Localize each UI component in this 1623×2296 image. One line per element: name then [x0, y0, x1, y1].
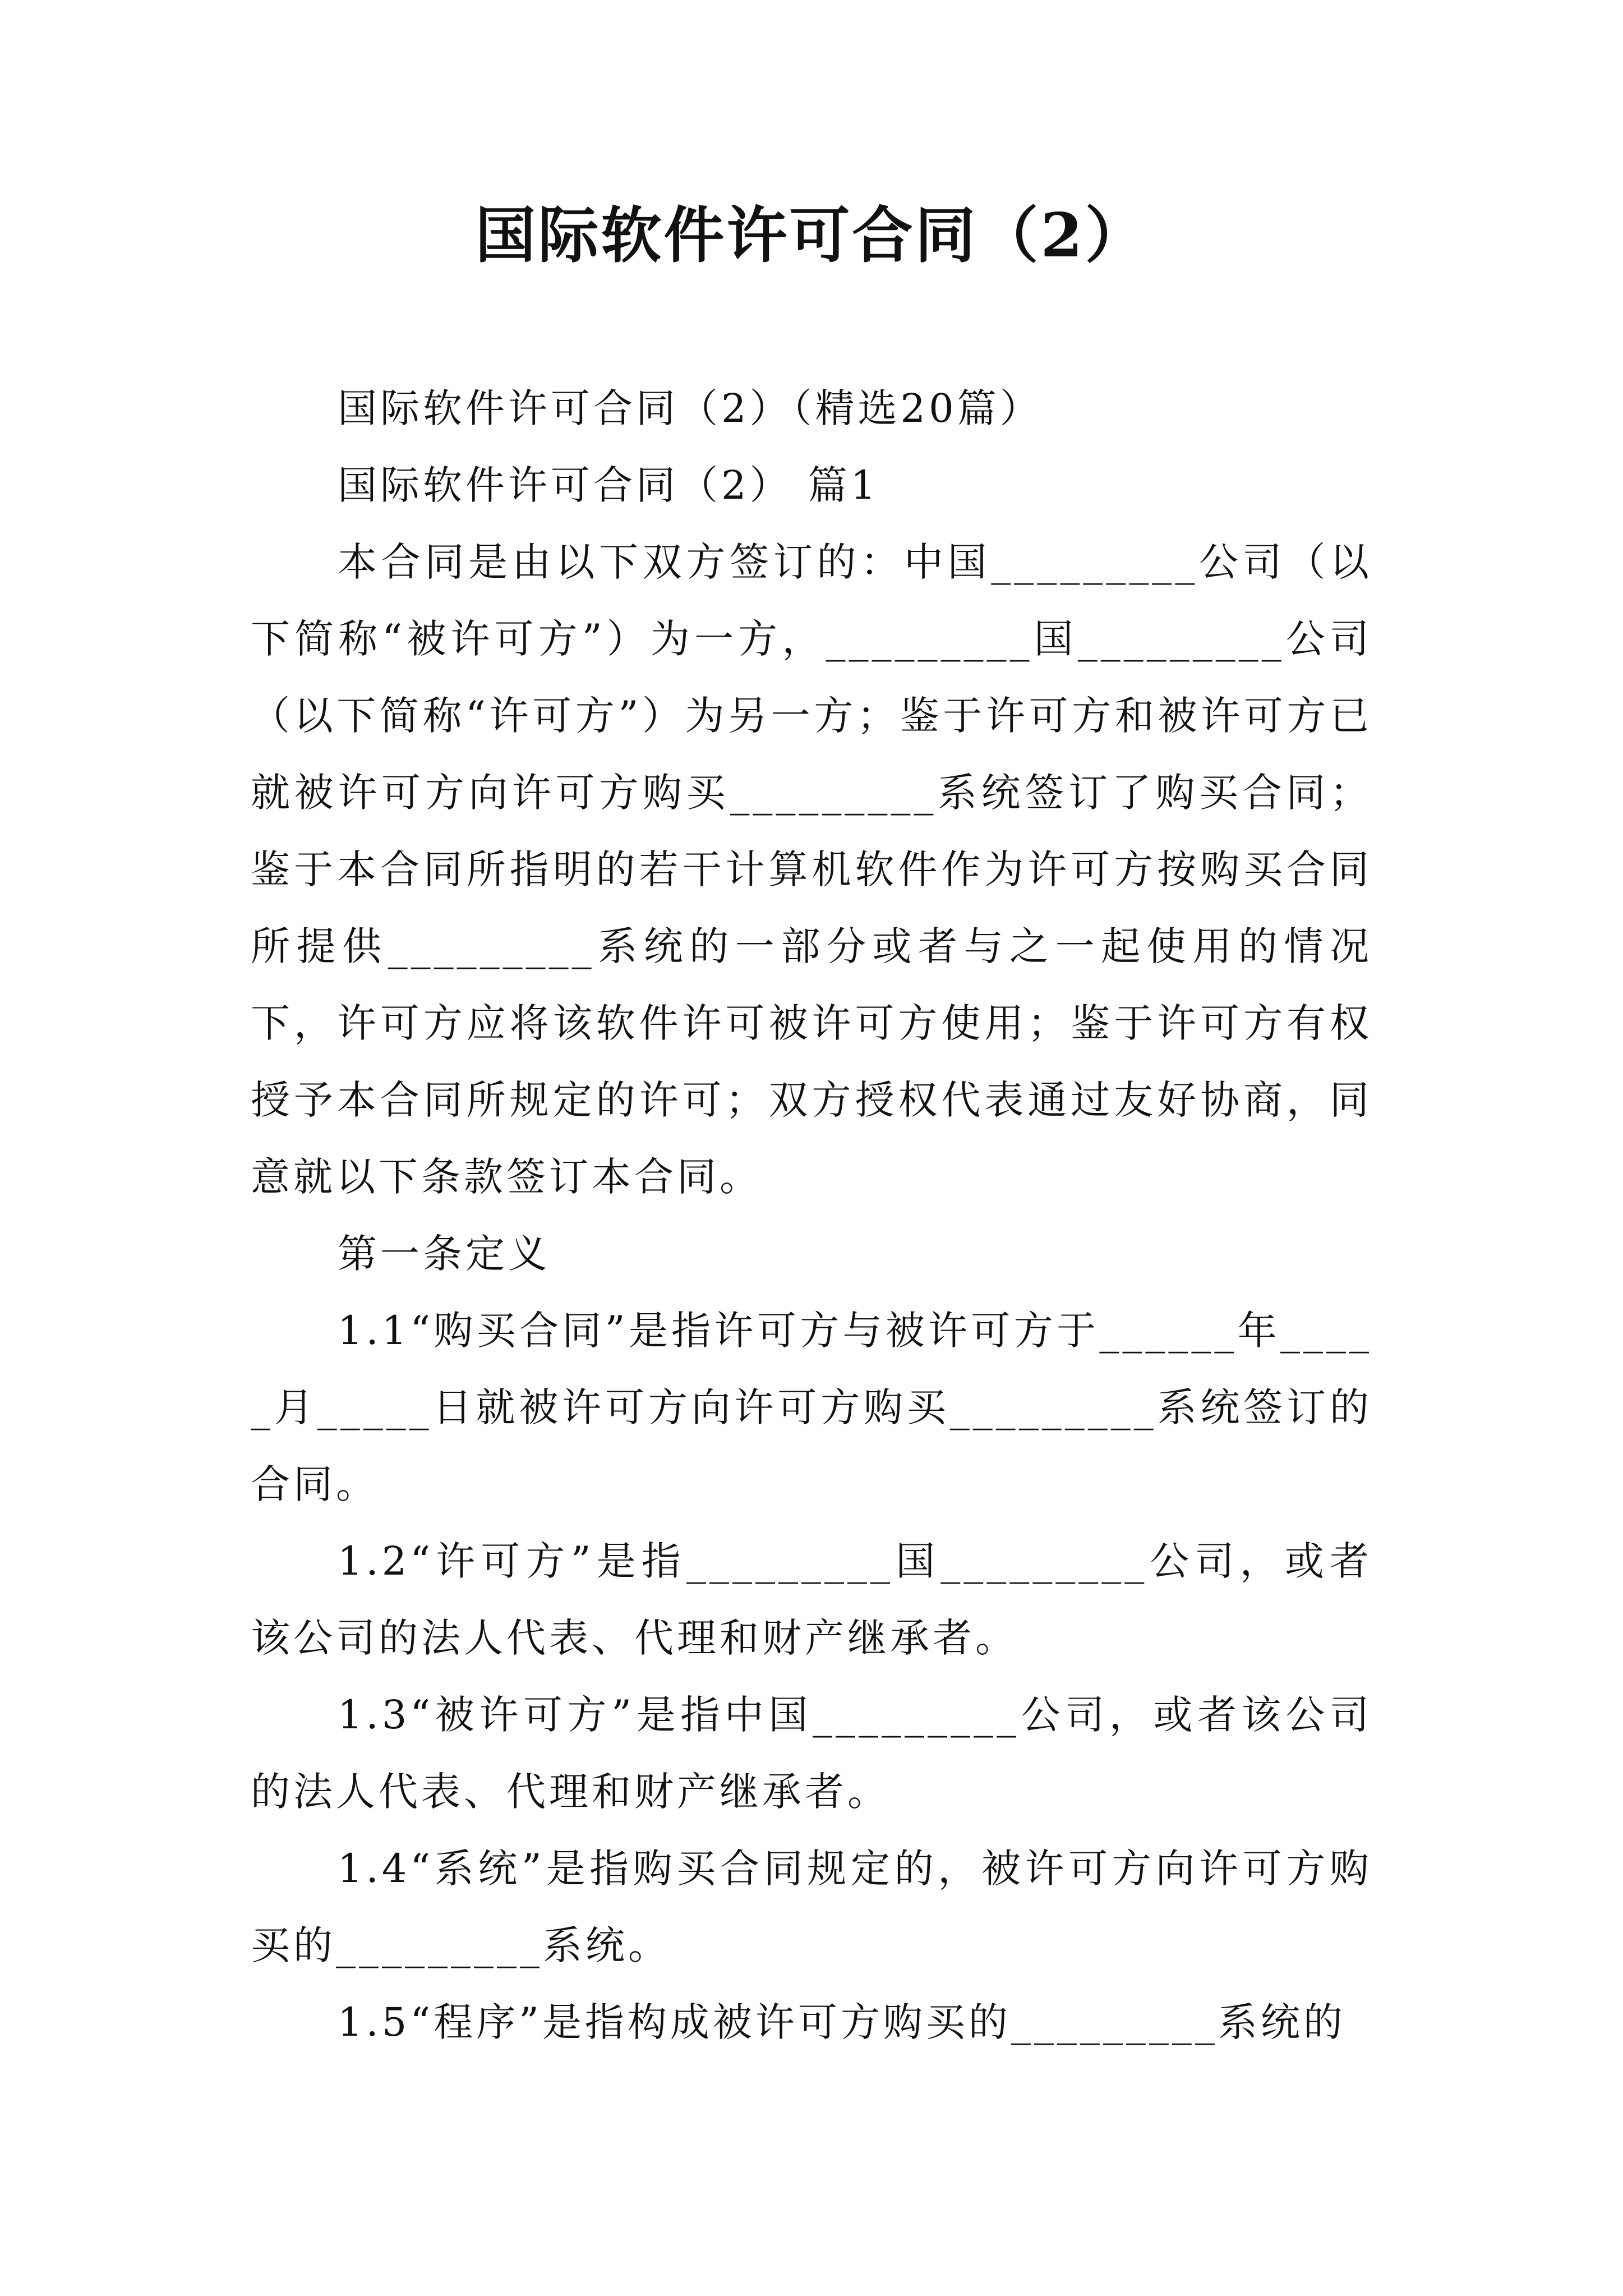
paragraph-clause-1-4: 1.4“系统”是指购买合同规定的，被许可方向许可方购买的_________系统。 [251, 1846, 1372, 1968]
paragraph-section-heading: 国际软件许可合同（2） 篇1 [338, 462, 879, 508]
paragraph-clause-1-5: 1.5“程序”是指构成被许可方购买的_________系统的 [338, 1999, 1346, 2045]
document-body [251, 370, 1372, 2061]
paragraph-article-heading: 第一条定义 [338, 1231, 551, 1277]
document-title: 国际软件许可合同（2） [475, 200, 1148, 271]
paragraph-subtitle: 国际软件许可合同（2）（精选20篇） [338, 385, 1043, 431]
paragraph-clause-1-3: 1.3“被许可方”是指中国_________公司，或者该公司的法人代表、代理和财产继承者。 [251, 1692, 1372, 1815]
paragraph-clause-1-2: 1.2“许可方”是指_________国_________公司，或者该公司的法人代表、代理和财产继承者。 [251, 1538, 1372, 1661]
paragraph-preamble: 本合同是由以下双方签订的：中国_________公司（以下简称“被许可方”）为一方，_________国_________公司（以下简称“许可方”）为另一方；鉴于许可方和被许可方已就被许可方向许可方购买_________系统签订了购买合同；鉴于本合同所指明的若干计算机软件作为许可方按购买合同所提供_________系统的一部分或者与之一起使用的情况下，许可方应将该软件许可被许可方使用；鉴于许可方有权授予本合同所规定的许可；双方授权代表通过友好协商，同意就以下条款签订本合同。 [251, 539, 1372, 1200]
paragraph-clause-1-1: 1.1“购买合同”是指许可方与被许可方于______年_____月_____日就被许可方向许可方购买_________系统签订的合同。 [251, 1308, 1372, 1507]
